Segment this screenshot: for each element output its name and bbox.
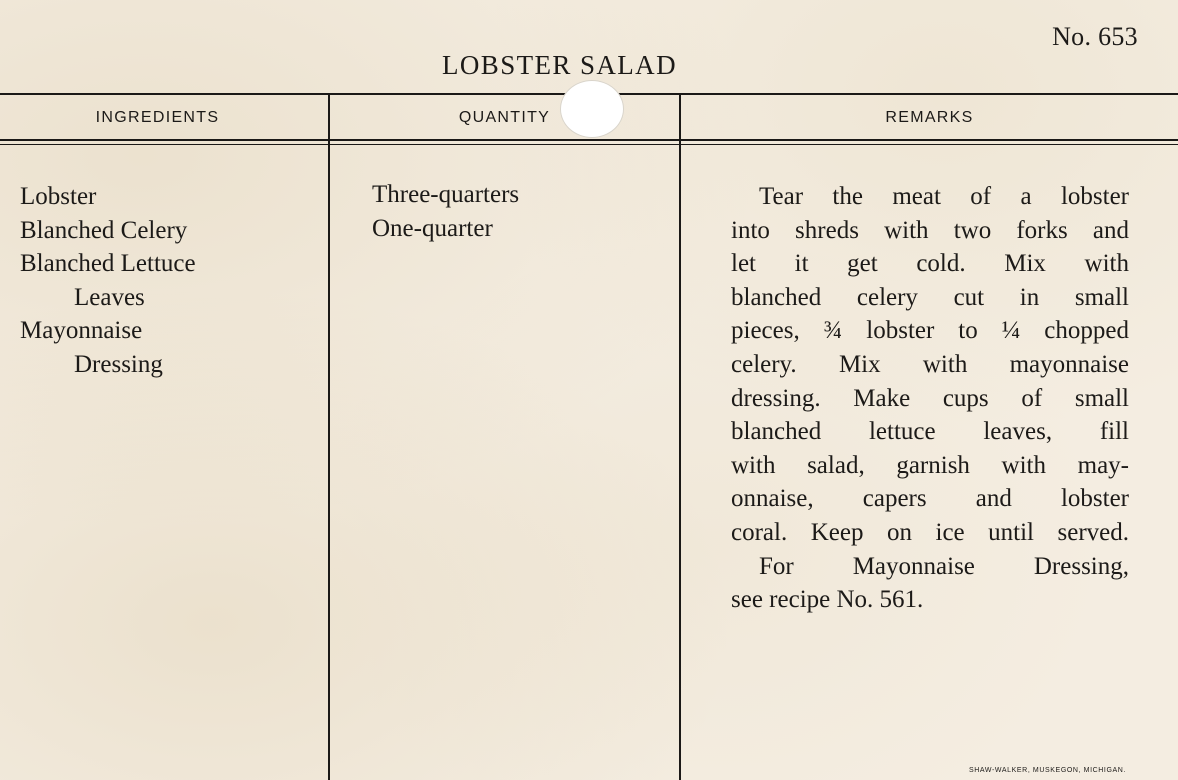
- ingredient-line: Lobster: [20, 183, 97, 210]
- quantity-line: Three-quarters: [372, 181, 520, 208]
- remarks-line: blanched celery cut in small: [731, 283, 1129, 311]
- remarks-header: REMARKS: [885, 109, 974, 126]
- remarks-line: with salad, garnish with may-: [731, 451, 1129, 479]
- ingredients-header: INGREDIENTS: [95, 109, 220, 126]
- remarks-line: Tear the meat of a lobster: [759, 183, 1129, 210]
- remarks-line: dressing. Make cups of small: [731, 384, 1129, 412]
- column-divider-quantity-remarks: [679, 94, 681, 780]
- remarks-line: see recipe No. 561.: [731, 586, 924, 614]
- quantity-list: [372, 178, 662, 245]
- ingredients-list: [20, 180, 320, 382]
- header-rule: [0, 139, 1178, 141]
- punch-hole: [560, 80, 624, 138]
- ingredient-line: Leaves: [74, 283, 145, 311]
- remarks-line: coral. Keep on ice until served.: [731, 518, 1129, 546]
- recipe-title: LOBSTER SALAD: [442, 50, 677, 80]
- column-divider-ingredients-quantity: [328, 94, 330, 780]
- recipe-number: No. 653: [1052, 22, 1138, 51]
- header-rule-secondary: [0, 144, 1178, 145]
- ingredient-line: Blanched Lettuce: [20, 250, 196, 278]
- remarks-text: [731, 180, 1129, 617]
- remarks-line: pieces, ¾ lobster to ¼ chopped: [731, 317, 1129, 345]
- quantity-line: One-quarter: [372, 214, 493, 242]
- printer-imprint: SHAW-WALKER, MUSKEGON, MICHIGAN.: [968, 767, 1126, 774]
- quantity-header: QUANTITY: [458, 109, 551, 126]
- remarks-line: celery. Mix with mayonnaise: [731, 350, 1129, 378]
- remarks-line: blanched lettuce leaves, fill: [731, 418, 1129, 446]
- remarks-line: For Mayonnaise Dressing,: [759, 552, 1129, 580]
- remarks-line: let it get cold. Mix with: [731, 250, 1129, 278]
- ingredient-line: Dressing: [74, 350, 163, 378]
- ingredient-line: Blanched Celery: [20, 216, 188, 244]
- ingredient-line: Mayonnaise: [20, 317, 143, 345]
- remarks-line: into shreds with two forks and: [731, 216, 1129, 244]
- remarks-line: onnaise, capers and lobster: [731, 485, 1129, 513]
